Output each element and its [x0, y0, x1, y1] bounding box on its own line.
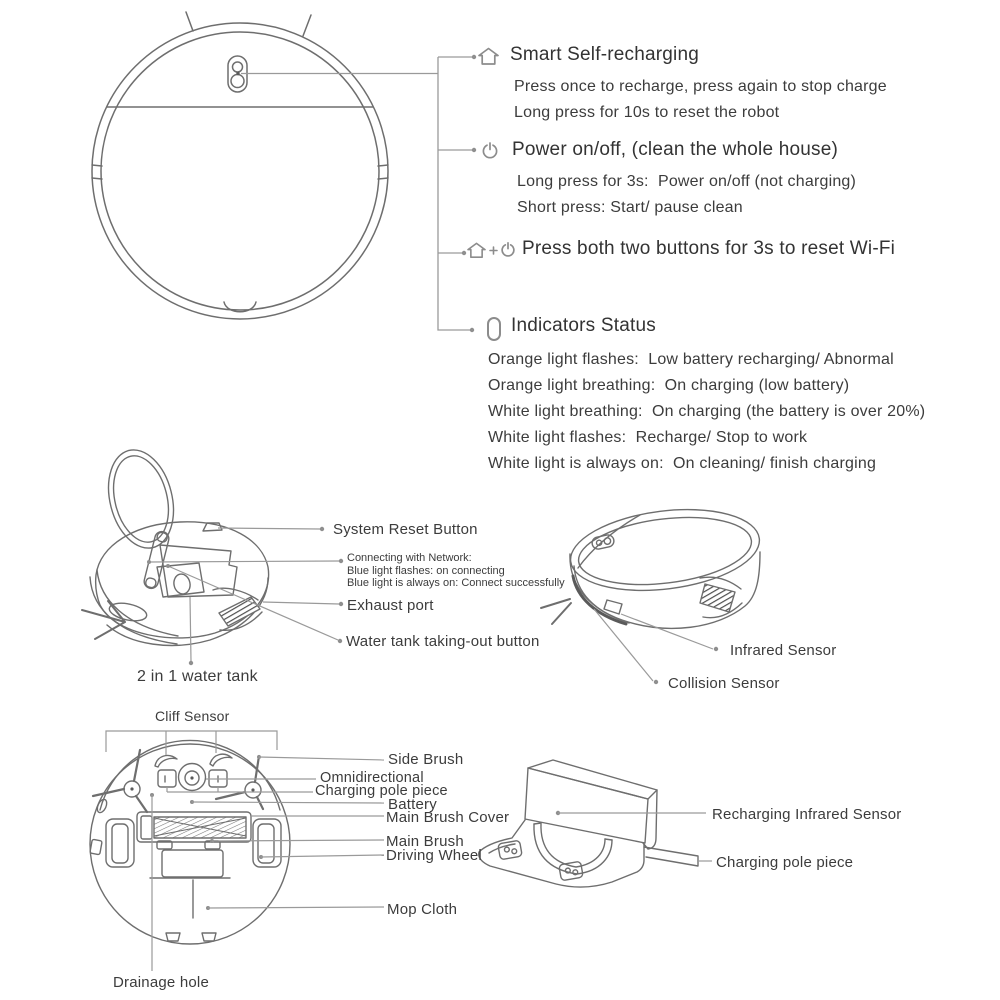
top-section-leader-lines: [241, 55, 476, 332]
label-system-reset-button: System Reset Button: [333, 521, 478, 538]
label-network-status-note: [347, 552, 565, 590]
wifi-reset-title: Press both two buttons for 3s to reset Wi-Fi: [522, 238, 896, 259]
indicator-line-5: White light is always on: On cleaning/ finish charging: [488, 455, 877, 472]
network-note-line-2: Blue light flashes: on connecting: [347, 564, 505, 577]
robot-top-view-illustration: [92, 12, 388, 319]
label-side-brush: Side Brush: [388, 751, 464, 768]
power-icon: [500, 242, 516, 258]
dock-leader-lines: [556, 811, 712, 861]
label-charging-pole-piece: Charging pole piece: [315, 783, 448, 799]
power-section-header: [481, 139, 838, 161]
label-collision-sensor: Collision Sensor: [668, 675, 780, 692]
plus-icon: [489, 246, 498, 255]
robot-side-view-closed-illustration: [541, 500, 764, 629]
power-line-1: Long press for 3s: Power on/off (not charging): [517, 173, 857, 190]
indicator-line-3: White light breathing: On charging (the battery is over 20%): [488, 403, 926, 420]
smart-recharge-section-header: [478, 44, 699, 66]
home-icon: [467, 242, 486, 259]
indicator-line-4: White light flashes: Recharge/ Stop to work: [488, 429, 808, 446]
indicator-line-2: Orange light breathing: On charging (low battery): [488, 377, 850, 394]
label-water-tank: 2 in 1 water tank: [137, 668, 258, 685]
smart-recharge-title: Smart Self-recharging: [510, 44, 699, 65]
power-line-2: Short press: Start/ pause clean: [517, 199, 743, 216]
label-driving-wheel: Driving Wheel: [386, 847, 482, 864]
wifi-reset-section-header: [467, 238, 895, 260]
label-dock-charging-pole-piece: Charging pole piece: [716, 854, 854, 871]
indicator-light-icon: [486, 316, 502, 342]
network-note-line-3: Blue light is always on: Connect successfully: [347, 577, 565, 589]
label-omnidirectional: Omnidirectional: [320, 770, 424, 786]
label-water-tank-button: Water tank taking-out button: [346, 633, 540, 650]
network-note-line-1: Connecting with Network:: [347, 552, 472, 564]
indicators-section-header: [486, 315, 656, 342]
charging-dock-illustration: [479, 760, 698, 887]
smart-recharge-line-1: Press once to recharge, press again to stop charge: [514, 78, 887, 95]
smart-recharge-line-2: Long press for 10s to reset the robot: [514, 104, 780, 121]
label-mop-cloth: Mop Cloth: [387, 901, 458, 918]
power-title: Power on/off, (clean the whole house): [512, 139, 839, 160]
indicators-title: Indicators Status: [511, 315, 656, 336]
label-battery: Battery: [388, 796, 437, 813]
robot-side-view-open-illustration: [82, 443, 269, 645]
robot-bottom-view-illustration: [90, 740, 290, 944]
home-icon: [478, 47, 499, 66]
label-drainage-hole: Drainage hole: [113, 974, 209, 991]
power-icon: [481, 142, 499, 160]
label-exhaust-port: Exhaust port: [347, 597, 434, 614]
label-recharging-infrared-sensor: Recharging Infrared Sensor: [712, 806, 902, 823]
label-main-brush: Main Brush: [386, 833, 464, 850]
label-cliff-sensor: Cliff Sensor: [155, 708, 230, 724]
label-main-brush-cover: Main Brush Cover: [386, 809, 510, 826]
label-infrared-sensor: Infrared Sensor: [730, 642, 837, 659]
indicator-line-1: Orange light flashes: Low battery recharging/ Abnormal: [488, 351, 894, 368]
